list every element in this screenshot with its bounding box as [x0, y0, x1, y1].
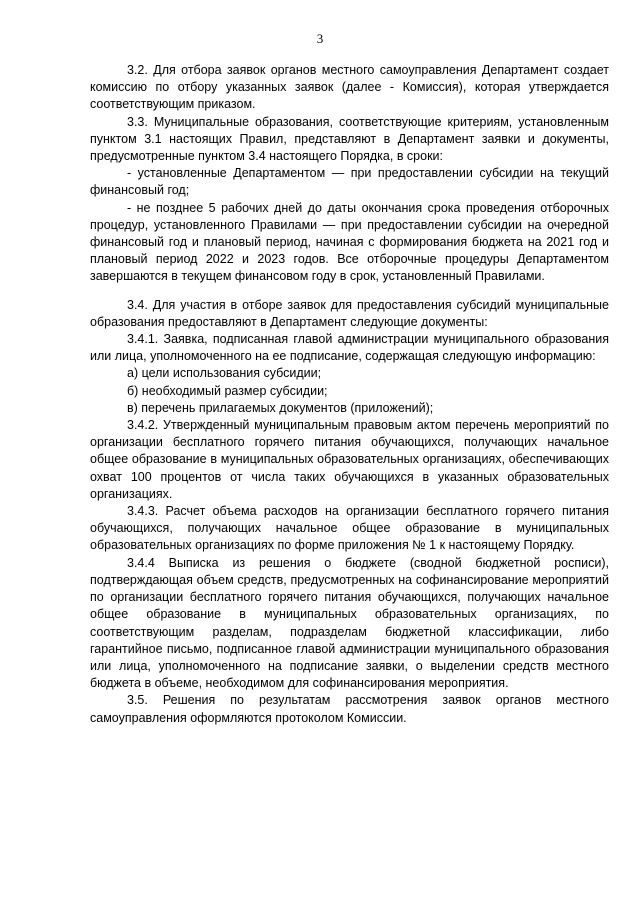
paragraph-3-4-2: 3.4.2. Утвержденный муниципальным правовым актом перечень мероприятий по организации бесплатного горячего питания обучающихся, получающих начальное общее образование в муниципальных образовательных организациях, обеспечивающих охват 100 процентов от числа таких обучающихся в указанных образовательных организациях.	[90, 418, 609, 501]
paragraph-3-4-4: 3.4.4 Выписка из решения о бюджете (сводной бюджетной росписи), подтверждающая объем средств, предусмотренных на софинансирование мероприятий по организации бесплатного горячего питания обучающихся, получающих начальное общее образование в муниципальных образовательных организациях, по соответствующим разделам, подразделам бюджетной классификации, либо гарантийное письмо, подписанное главой администрации муниципального образования или лица, уполномоченного на подписание заявки, о выделении средств местного бюджета в объеме, необходимом для софинансирования мероприятия.	[90, 555, 609, 691]
document-body	[90, 62, 609, 727]
list-item-deadline-next-year: - не позднее 5 рабочих дней до даты окончания срока проведения отборочных процедур, установленного Правилами — при предоставлении субсидии на очередной финансовый год и плановый период, начиная с формирования бюджета на 2021 год и плановый период 2022 и 2023 годов. Все отборочные процедуры Департаментом завершаются в текущем финансовом году в срок, установленный Правилами.	[90, 200, 609, 284]
paragraph-3-2: 3.2. Для отбора заявок органов местного самоуправления Департамент создает комиссию по отбору указанных заявок (далее - Комиссия), которая утверждается соответствующим приказом.	[90, 63, 609, 112]
paragraph-3-4-3: 3.4.3. Расчет объема расходов на организации бесплатного горячего питания обучающихся, получающих начальное общее образование в муниципальных образовательных организациях по форме приложения № 1 к настоящему Порядку.	[90, 504, 609, 553]
paragraph-3-5: 3.5. Решения по результатам рассмотрения заявок органов местного самоуправления оформляются протоколом Комиссии.	[90, 693, 609, 725]
list-item-a: а) цели использования субсидии;	[127, 366, 322, 381]
page-number: 3	[316, 31, 324, 46]
paragraph-3-3: 3.3. Муниципальные образования, соответствующие критериям, установленным пунктом 3.1 настоящих Правил, представляют в Департамент заявки и документы, предусмотренные пунктом 3.4 настоящего Порядка, в сроки:	[90, 114, 609, 164]
list-item-b: б) необходимый размер субсидии;	[127, 383, 328, 398]
paragraph-3-4: 3.4. Для участия в отборе заявок для предоставления субсидий муниципальные образования предоставляют в Департамент следующие документы:	[90, 297, 609, 329]
paragraph-3-4-1: 3.4.1. Заявка, подписанная главой администрации муниципального образования или лица, уполномоченного на ее подписание, содержащая следующую информацию:	[90, 332, 609, 364]
list-item-c: в) перечень прилагаемых документов (приложений);	[127, 400, 434, 415]
list-item-deadline-current-year: - установленные Департаментом — при предоставлении субсидии на текущий финансовый год;	[90, 166, 609, 198]
